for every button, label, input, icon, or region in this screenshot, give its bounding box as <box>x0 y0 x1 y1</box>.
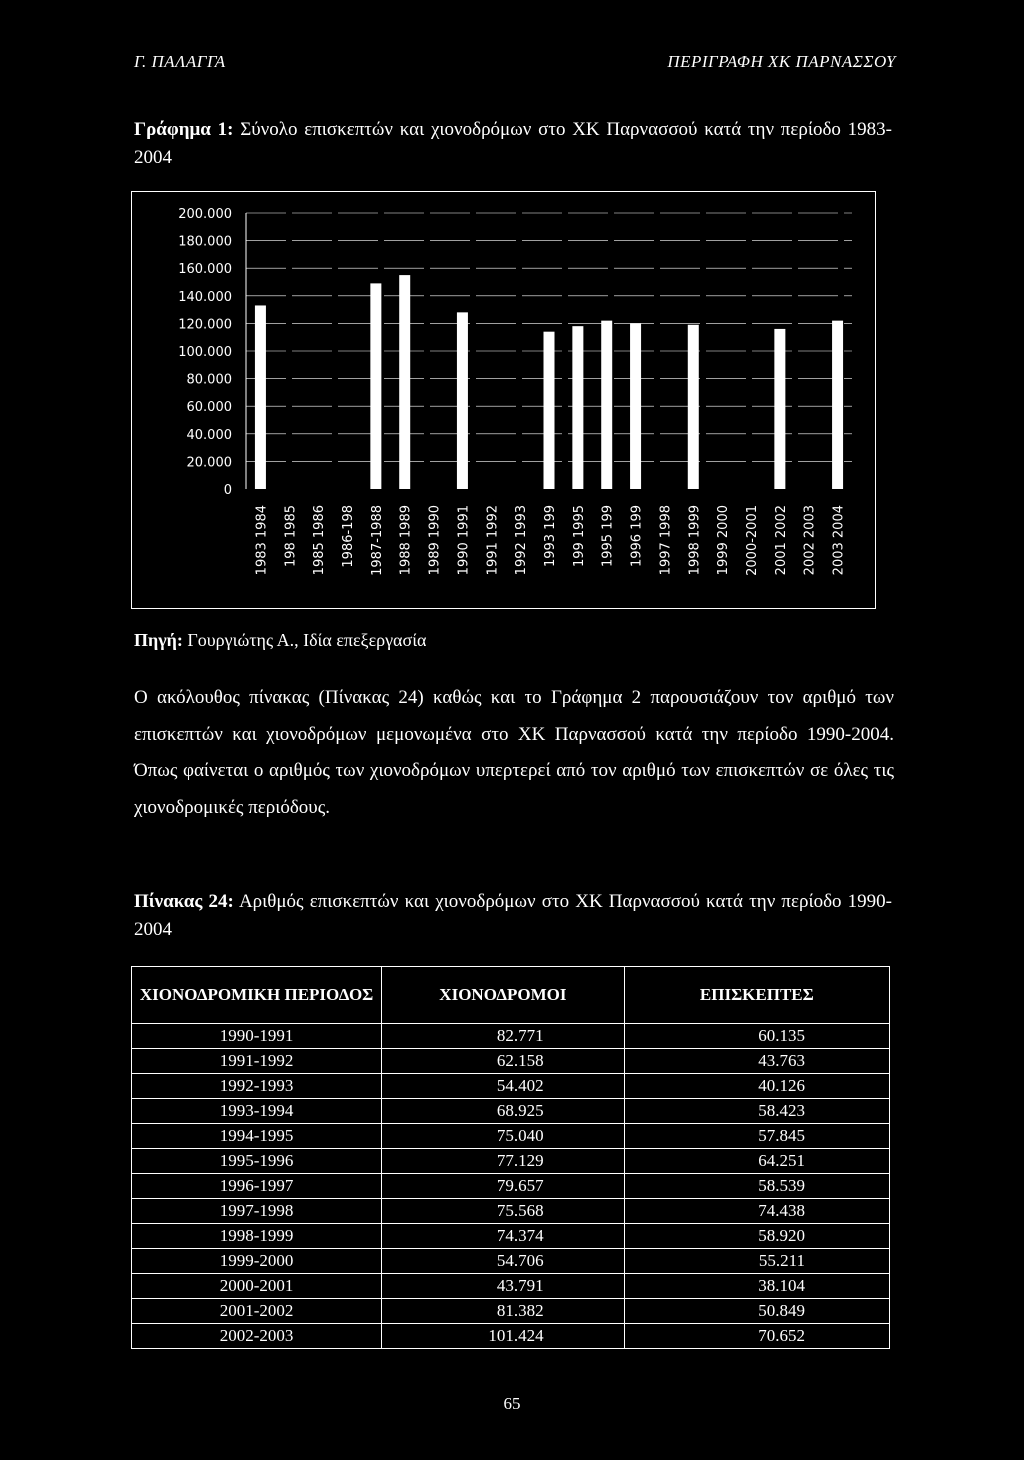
table-row <box>132 1274 890 1299</box>
cell-skiers: 62.158 <box>382 1049 625 1074</box>
cell-period: 1992-1993 <box>132 1074 382 1099</box>
header-visitors: ΕΠΙΣΚΕΠΤΕΣ <box>624 967 889 1024</box>
x-tick-label: 1989 1990 <box>427 505 443 576</box>
y-tick-label: 200.000 <box>178 207 232 222</box>
y-tick-label: 20.000 <box>186 455 232 471</box>
table-row <box>132 1074 890 1099</box>
y-tick-label: 60.000 <box>186 400 232 416</box>
cell-period: 1997-1998 <box>132 1199 382 1224</box>
bar <box>630 323 641 489</box>
table-row <box>132 1124 890 1149</box>
source-line <box>134 630 426 651</box>
cell-skiers: 43.791 <box>382 1274 625 1299</box>
y-tick-label: 40.000 <box>186 427 232 443</box>
cell-visitors: 58.920 <box>624 1224 889 1249</box>
chart-frame <box>131 191 876 609</box>
cell-period: 1993-1994 <box>132 1099 382 1124</box>
x-tick-label: 2002 2003 <box>802 505 818 576</box>
header-skiers: ΧΙΟΝΟΔΡΟΜΟΙ <box>382 967 625 1024</box>
x-tick-label: 1999 2000 <box>716 505 732 576</box>
cell-skiers: 79.657 <box>382 1174 625 1199</box>
bar-chart <box>132 192 875 608</box>
cell-visitors: 38.104 <box>624 1274 889 1299</box>
table-row <box>132 1174 890 1199</box>
cell-period: 1991-1992 <box>132 1049 382 1074</box>
y-tick-label: 100.000 <box>178 345 232 360</box>
cell-skiers: 68.925 <box>382 1099 625 1124</box>
x-tick-label: 1987-1988 <box>369 505 385 576</box>
figure-caption-text: Σύνολο επισκεπτών και χιονοδρόμων στο ΧΚ Παρνασσού κατά την περίοδο 1983-2004 <box>134 119 892 168</box>
x-tick-label: 198 1985 <box>283 505 299 568</box>
cell-skiers: 81.382 <box>382 1299 625 1324</box>
x-tick-label: 2000-2001 <box>745 505 760 576</box>
cell-period: 2001-2002 <box>132 1299 382 1324</box>
cell-period: 1998-1999 <box>132 1224 382 1249</box>
bar <box>255 305 266 489</box>
cell-period: 1999-2000 <box>132 1249 382 1274</box>
table-header-row <box>132 967 890 1024</box>
table-caption <box>134 888 892 944</box>
figure-label: Γράφημα 1: <box>134 119 234 140</box>
cell-skiers: 54.402 <box>382 1074 625 1099</box>
header-title: ΠΕΡΙΓΡΑΦΗ ΧΚ ΠΑΡΝΑΣΣΟΥ <box>667 52 896 71</box>
cell-skiers: 101.424 <box>382 1324 625 1349</box>
table-row <box>132 1249 890 1274</box>
y-tick-label: 160.000 <box>178 262 232 278</box>
y-tick-label: 80.000 <box>186 372 232 388</box>
x-tick-label: 1997 1998 <box>658 505 674 576</box>
cell-skiers: 82.771 <box>382 1024 625 1049</box>
bar <box>601 321 612 489</box>
bar <box>774 329 785 489</box>
table-row <box>132 1224 890 1249</box>
x-tick-label: 1990 1991 <box>456 505 472 576</box>
header-period: ΧΙΟΝΟΔΡΟΜΙΚΗ ΠΕΡΙΟΔΟΣ <box>132 967 382 1024</box>
bar <box>688 325 699 489</box>
table-row <box>132 1299 890 1324</box>
cell-visitors: 57.845 <box>624 1124 889 1149</box>
cell-visitors: 50.849 <box>624 1299 889 1324</box>
bar <box>457 312 468 489</box>
source-text: Γουργιώτης Α., Ιδία επεξεργασία <box>187 630 427 650</box>
cell-visitors: 58.539 <box>624 1174 889 1199</box>
table-row <box>132 1324 890 1349</box>
y-tick-label: 120.000 <box>178 317 232 333</box>
x-tick-label: 1986-198 <box>341 505 356 568</box>
cell-skiers: 75.040 <box>382 1124 625 1149</box>
cell-skiers: 74.374 <box>382 1224 625 1249</box>
x-tick-label: 1983 1984 <box>254 505 270 576</box>
y-tick-label: 0 <box>223 483 232 498</box>
cell-period: 1990-1991 <box>132 1024 382 1049</box>
x-tick-label: 2003 2004 <box>831 505 847 576</box>
x-tick-label: 1988 1989 <box>398 505 414 576</box>
x-tick-label: 1995 199 <box>600 505 616 568</box>
cell-visitors: 60.135 <box>624 1024 889 1049</box>
x-tick-label: 1993 199 <box>543 505 558 568</box>
y-tick-label: 140.000 <box>178 289 232 305</box>
table-row <box>132 1049 890 1074</box>
cell-period: 2000-2001 <box>132 1274 382 1299</box>
bar <box>572 326 583 489</box>
x-tick-label: 1985 1986 <box>312 505 328 576</box>
table-caption-text: Αριθμός επισκεπτών και χιονοδρόμων στο ΧΚ Παρνασσού κατά την περίοδο 1990-2004 <box>134 891 892 940</box>
x-tick-label: 1996 199 <box>629 505 645 568</box>
cell-visitors: 55.211 <box>624 1249 889 1274</box>
data-table <box>131 966 890 1349</box>
source-label: Πηγή: <box>134 630 183 650</box>
table-row <box>132 1099 890 1124</box>
bar <box>370 283 381 489</box>
cell-visitors: 43.763 <box>624 1049 889 1074</box>
bar <box>399 275 410 489</box>
x-tick-label: 199 1995 <box>571 505 587 568</box>
table-row <box>132 1149 890 1174</box>
cell-period: 1994-1995 <box>132 1124 382 1149</box>
cell-period: 1996-1997 <box>132 1174 382 1199</box>
x-tick-label: 1991 1992 <box>485 505 501 576</box>
cell-visitors: 40.126 <box>624 1074 889 1099</box>
table-label: Πίνακας 24: <box>134 891 234 912</box>
x-tick-label: 2001 2002 <box>773 505 789 576</box>
bar <box>832 321 843 489</box>
bar <box>544 332 555 489</box>
cell-skiers: 77.129 <box>382 1149 625 1174</box>
x-tick-label: 1998 1999 <box>687 505 703 576</box>
cell-visitors: 64.251 <box>624 1149 889 1174</box>
cell-visitors: 58.423 <box>624 1099 889 1124</box>
cell-period: 1995-1996 <box>132 1149 382 1174</box>
x-tick-label: 1992 1993 <box>514 505 530 576</box>
header-author: Γ. ΠΑΛΑΓΓΑ <box>134 52 226 71</box>
figure-caption <box>134 116 892 172</box>
table-row <box>132 1199 890 1224</box>
cell-visitors: 70.652 <box>624 1324 889 1349</box>
cell-skiers: 54.706 <box>382 1249 625 1274</box>
page-number: 65 <box>503 1394 521 1413</box>
body-paragraph: Ο ακόλουθος πίνακας (Πίνακας 24) καθώς και το Γράφημα 2 παρουσιάζουν τον αριθμό των επισκεπτών και χιονοδρόμων μεμονωμένα στο ΧΚ Παρνασσού κατά την περίοδο 1990-2004. Όπως φαίνεται ο αριθμός των χιονοδρόμων υπερτερεί από τον αριθμό των επισκεπτών σε όλες τις χιονοδρομικές περιόδους. <box>134 687 894 818</box>
cell-skiers: 75.568 <box>382 1199 625 1224</box>
y-tick-label: 180.000 <box>178 234 232 250</box>
table-row <box>132 1024 890 1049</box>
cell-visitors: 74.438 <box>624 1199 889 1224</box>
cell-period: 2002-2003 <box>132 1324 382 1349</box>
